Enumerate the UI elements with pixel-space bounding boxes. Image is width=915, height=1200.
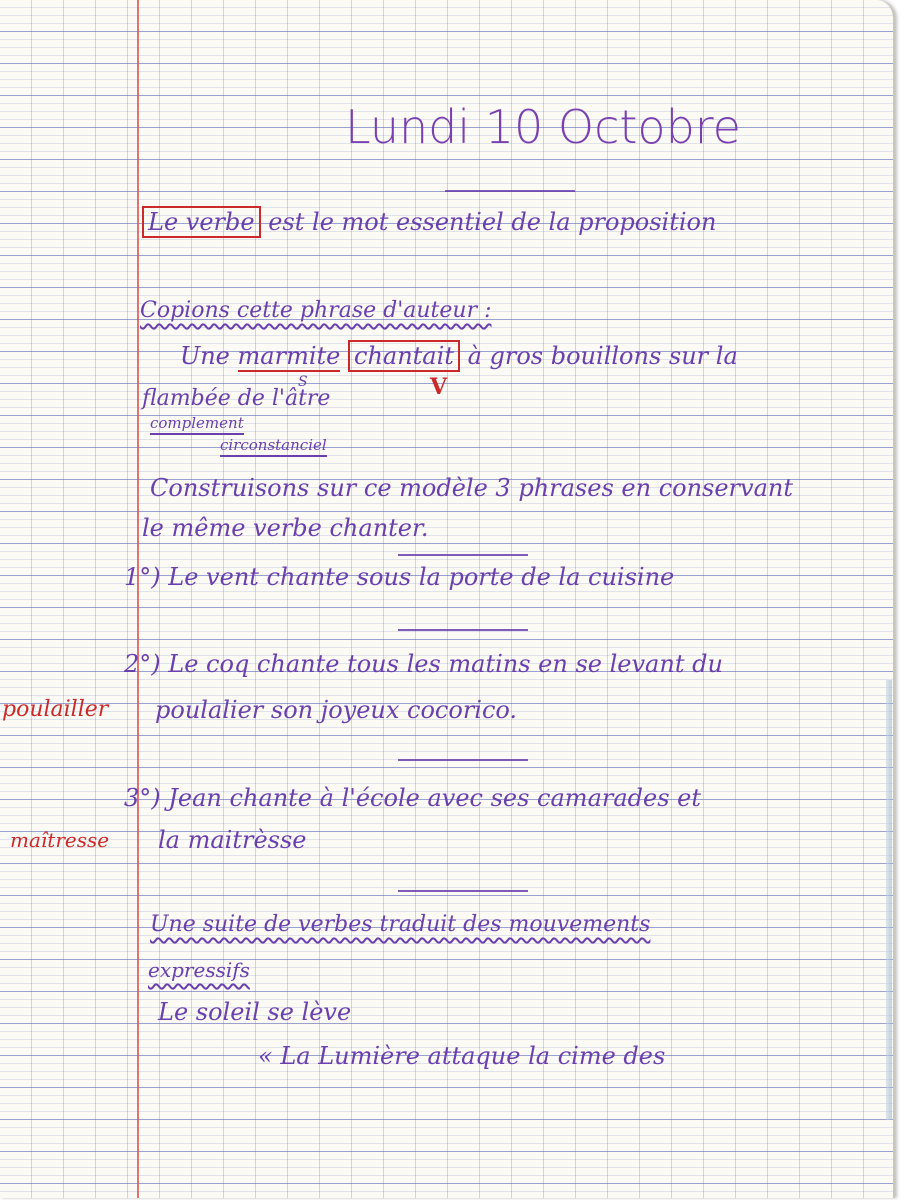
sentence-line-2: flambée de l'âtre [142, 386, 331, 411]
phrase-3-text: Jean chante à l'école avec ses camarades et [168, 784, 702, 812]
verb-mark: V [430, 374, 448, 400]
phrase-2-line-1 [124, 650, 723, 678]
phrase-2-correction: poulailler [2, 697, 109, 722]
definition-line [142, 208, 716, 236]
copy-heading: Copions cette phrase d'auteur : [140, 298, 492, 323]
definition-text: est le mot essentiel de la proposition [268, 208, 717, 236]
divider-2 [398, 629, 528, 631]
subject-mark: S [298, 374, 308, 390]
phrase-2-number: 2°) [124, 650, 161, 678]
title-divider [445, 190, 575, 192]
divider-4 [398, 890, 528, 892]
instruction-line-2: le même verbe chanter. [142, 514, 429, 542]
phrase-1-number: 1°) [124, 563, 161, 591]
section2-line-1: Le soleil se lève [158, 998, 352, 1026]
phrase-2-text: Le coq chante tous les matins en se levant du [168, 650, 723, 678]
phrase-2-line-2: poulalier son joyeux cocorico. [155, 696, 518, 724]
sentence-start: Une [180, 342, 230, 370]
sentence-verb: chantait [348, 340, 460, 372]
phrase-3-line-2: la maitrèsse [158, 826, 307, 854]
sentence-line-1 [180, 342, 738, 370]
boxed-verb-term: Le verbe [142, 206, 261, 238]
sentence-rest-1: à gros bouillons sur la [467, 342, 738, 370]
page-edge-stain [886, 680, 892, 1120]
section2-heading-line-1: Une suite de verbes traduit des mouvements [150, 912, 651, 937]
section2-line-2: « La Lumière attaque la cime des [258, 1042, 666, 1070]
sentence-subject: marmite [237, 342, 341, 370]
red-margin-line [137, 0, 139, 1198]
phrase-3-line-1 [124, 784, 701, 812]
section2-heading-line-2: expressifs [148, 958, 250, 982]
phrase-3-correction: maîtresse [10, 828, 110, 852]
instruction-line-1: Construisons sur ce modèle 3 phrases en conservant [150, 474, 793, 502]
phrase-3-number: 3°) [124, 784, 161, 812]
phrase-1-text: Le vent chante sous la porte de la cuisine [168, 563, 675, 591]
divider-3 [398, 759, 528, 761]
annotation-complement: complement [150, 414, 244, 435]
annotation-circonstanciel: circonstanciel [220, 436, 327, 457]
divider-1 [398, 554, 528, 556]
page-title: Lundi 10 Octobre [345, 100, 741, 154]
phrase-1 [124, 563, 674, 591]
